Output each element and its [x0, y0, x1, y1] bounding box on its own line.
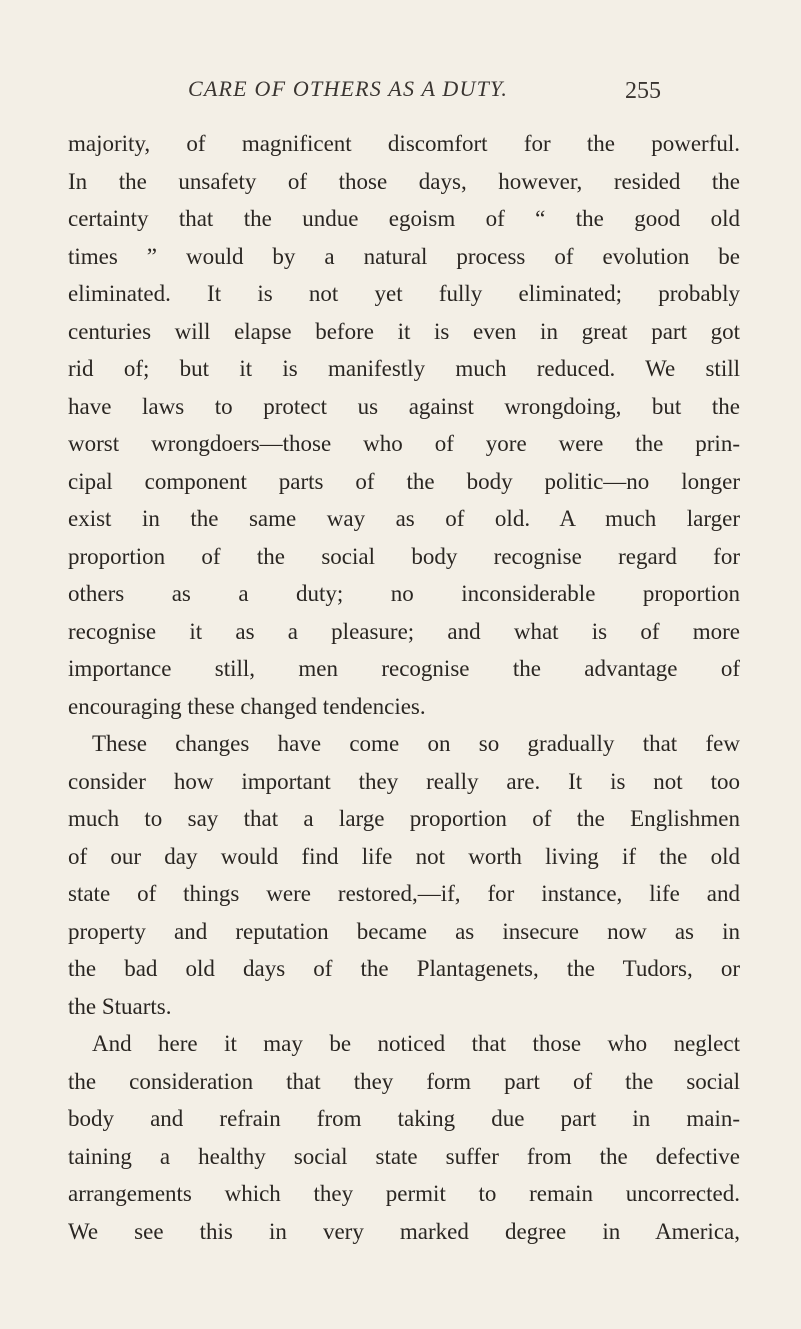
text-line: And here it may be noticed that those who neglect	[92, 1031, 740, 1056]
text-line: In the unsafety of those days, however, resided the	[68, 168, 740, 194]
text-line: exist in the same way as of old. A much larger	[68, 506, 740, 531]
text-line: recognise it as a pleasure; and what is of more	[68, 618, 740, 644]
text-line: We see this in very marked degree in America,	[68, 1218, 740, 1244]
text-line: others as a duty; no inconsiderable proportion	[68, 581, 740, 606]
body-text	[68, 125, 740, 1250]
text-line: state of things were restored,—if, for instance, life and	[68, 881, 740, 906]
running-title: CARE OF OTHERS AS A DUTY.	[188, 76, 509, 101]
text-line: majority, of magnificent discomfort for the powerful.	[68, 131, 740, 156]
text-line: importance still, men recognise the advantage of	[68, 656, 740, 681]
text-line: of our day would find life not worth living if the old	[68, 843, 740, 869]
text-line: certainty that the undue egoism of “ the good old	[68, 206, 740, 231]
page-number: 255	[625, 78, 661, 104]
text-line: have laws to protect us against wrongdoing, but the	[68, 393, 740, 419]
text-line: cipal component parts of the body politic—no longer	[68, 468, 740, 494]
text-line: body and refrain from taking due part in main-	[68, 1106, 740, 1131]
text-line: rid of; but it is manifestly much reduced. We still	[68, 356, 740, 381]
text-line: times ” would by a natural process of evolution be	[68, 243, 740, 269]
text-line: eliminated. It is not yet fully eliminated; probably	[68, 281, 740, 306]
text-line: These changes have come on so gradually that few	[92, 731, 740, 756]
text-line: much to say that a large proportion of the Englishmen	[68, 806, 740, 831]
text-line: the Stuarts.	[68, 993, 172, 1019]
text-line: centuries will elapse before it is even in great part got	[68, 318, 740, 344]
text-line: property and reputation became as insecure now as in	[68, 918, 740, 944]
text-line: arrangements which they permit to remain uncorrected.	[68, 1181, 740, 1206]
text-line: taining a healthy social state suffer from the defective	[68, 1143, 740, 1169]
text-line: worst wrongdoers—those who of yore were the prin-	[68, 431, 740, 456]
text-line: proportion of the social body recognise regard for	[68, 543, 740, 569]
text-line: consider how important they really are. It is not too	[68, 768, 740, 794]
text-line: the bad old days of the Plantagenets, the Tudors, or	[68, 956, 740, 981]
text-line: the consideration that they form part of the social	[68, 1068, 740, 1094]
text-line: encouraging these changed tendencies.	[68, 693, 426, 719]
